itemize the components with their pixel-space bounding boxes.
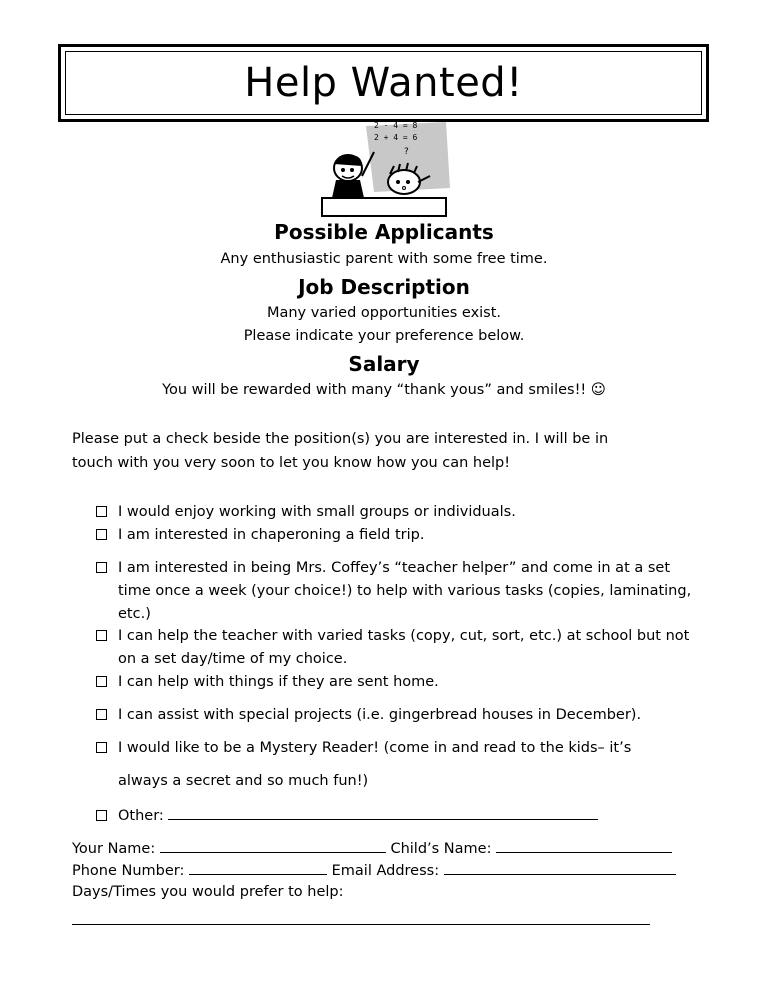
option-small-groups[interactable]: [96, 501, 696, 524]
checkbox-icon[interactable]: [96, 676, 107, 687]
option-other-label: Other:: [118, 808, 164, 824]
instructions-line-1: Please put a check beside the position(s) you are interested in. I will be in: [72, 431, 609, 447]
option-other-row: [96, 805, 696, 828]
email-address-input-line[interactable]: [444, 862, 676, 875]
student-eye-left: [396, 180, 400, 184]
name-row: [72, 840, 672, 857]
checkbox-icon[interactable]: [96, 810, 107, 821]
childs-name-label: Child’s Name:: [390, 841, 492, 857]
page-title: Help Wanted!: [244, 60, 523, 106]
other-input-line[interactable]: [168, 807, 598, 820]
option-label: I would like to be a Mystery Reader! (come in and read to the kids– it’s: [118, 740, 632, 756]
option-label: I can assist with special projects (i.e. gingerbread houses in December).: [118, 707, 642, 723]
heading-job-description: Job Description: [298, 275, 470, 299]
equation-1: 2 · 4 = 8: [374, 121, 418, 130]
days-times-label: Days/Times you would prefer to help:: [72, 884, 344, 900]
desk: [322, 198, 446, 216]
option-label: I am interested in chaperoning a field trip.: [118, 527, 425, 543]
instructions-line-2: touch with you very soon to let you know how you can help!: [72, 455, 511, 471]
question-mark: ?: [404, 147, 409, 157]
option-special-projects[interactable]: [96, 704, 696, 727]
instructions: [72, 427, 712, 475]
option-other[interactable]: [96, 805, 696, 828]
option-label: I can help the teacher with varied tasks (copy, cut, sort, etc.) at school but not on a set day/time of my choice.: [118, 628, 690, 667]
checkbox-icon[interactable]: [96, 742, 107, 753]
kids-chalkboard-illustration: [318, 118, 450, 218]
checkbox-icon[interactable]: [96, 506, 107, 517]
checkbox-icon[interactable]: [96, 709, 107, 720]
student-head: [388, 170, 420, 194]
contact-row: [72, 862, 676, 879]
childs-name-input-line[interactable]: [496, 840, 672, 853]
option-label: I can help with things if they are sent home.: [118, 674, 439, 690]
applicants-text: Any enthusiastic parent with some free time.: [220, 251, 548, 267]
title-box: [58, 44, 709, 122]
phone-number-label: Phone Number:: [72, 863, 185, 879]
checkbox-icon[interactable]: [96, 630, 107, 641]
salary-text: You will be rewarded with many “thank yous” and smiles!! ☺: [162, 382, 606, 398]
title-inner-frame: [65, 51, 702, 115]
checkbox-icon[interactable]: [96, 529, 107, 540]
option-sent-home[interactable]: [96, 671, 696, 694]
job-description-line-2: Please indicate your preference below.: [243, 328, 525, 344]
your-name-input-line[interactable]: [160, 840, 386, 853]
teacher-eye-left: [341, 168, 345, 172]
option-mystery-reader[interactable]: [96, 737, 696, 760]
option-label-continued: always a secret and so much fun!): [118, 773, 369, 789]
days-times-input-line[interactable]: [72, 924, 650, 925]
heading-possible-applicants: Possible Applicants: [274, 220, 494, 244]
email-address-label: Email Address:: [331, 863, 440, 879]
option-varied-tasks[interactable]: [96, 625, 696, 671]
your-name-label: Your Name:: [72, 841, 156, 857]
job-description-line-1: Many varied opportunities exist.: [266, 305, 502, 321]
equation-2: 2 + 4 = 6: [374, 133, 418, 142]
teacher-eye-right: [350, 168, 354, 172]
teacher-body: [332, 180, 364, 198]
option-field-trip[interactable]: [96, 524, 696, 547]
heading-salary: Salary: [348, 352, 420, 376]
option-mystery-reader-continued: [96, 770, 696, 793]
phone-number-input-line[interactable]: [189, 862, 327, 875]
option-teacher-helper[interactable]: [96, 557, 696, 626]
option-label: I would enjoy working with small groups or individuals.: [118, 504, 516, 520]
student-eye-right: [406, 180, 410, 184]
option-label: I am interested in being Mrs. Coffey’s “teacher helper” and come in at a set time once a week (your choice!) to help with various tasks (copies, laminating, etc.): [118, 560, 692, 622]
checkbox-icon[interactable]: [96, 562, 107, 573]
